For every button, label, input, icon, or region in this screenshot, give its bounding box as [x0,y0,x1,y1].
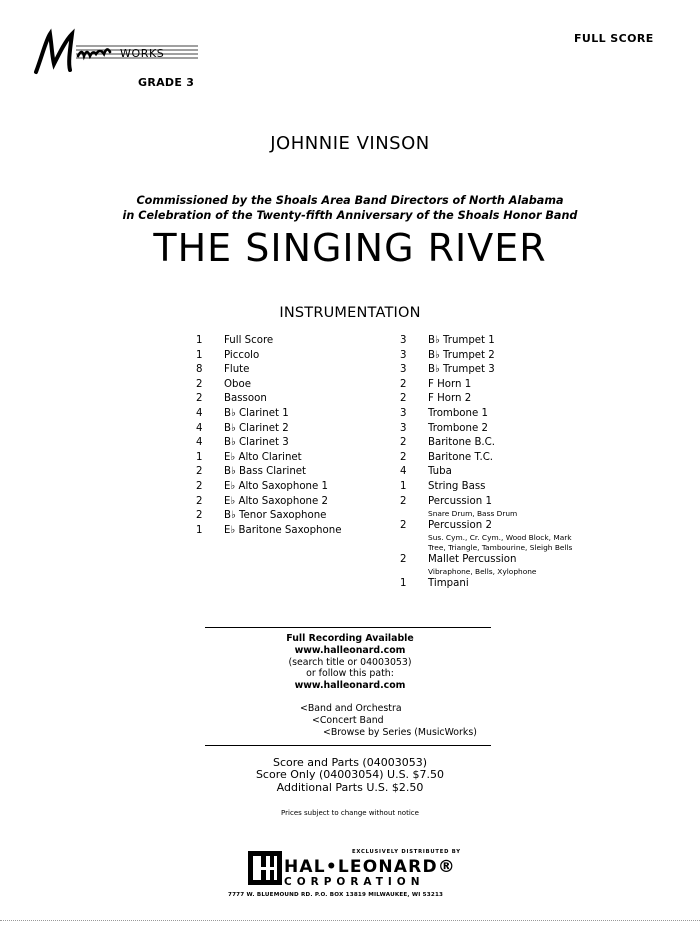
instrument-name: Mallet Percussion [428,553,517,565]
instrument-row [400,451,578,466]
instrument-quantity: 2 [400,437,407,449]
instrument-row [400,363,578,378]
instrument-name: E♭ Alto Saxophone 1 [224,480,329,492]
instrument-row [400,378,578,393]
instrument-name-block [428,465,452,480]
instrumentation-right-column [400,334,578,591]
instrument-quantity: 3 [400,364,407,376]
instrument-name-block [428,334,495,349]
instrument-quantity: 3 [400,422,407,434]
instrument-detail: Vibraphone, Bells, Xylophone [428,567,537,577]
instrumentation-heading: INSTRUMENTATION [279,305,421,321]
instrument-quantity: 2 [400,553,407,565]
instrument-name-block [224,524,341,539]
publisher-name: HAL•LEONARD® [284,857,456,877]
price-notice: Prices subject to change without notice [281,809,419,817]
instrument-quantity: 2 [400,495,407,507]
instrument-row [196,451,341,466]
piece-title: THE SINGING RIVER [153,226,547,270]
instrument-name: String Bass [428,480,486,492]
instrument-row [400,577,578,592]
svg-text:WORKS: WORKS [120,47,165,60]
instrument-name: Percussion 1 [428,495,492,507]
instrument-name-block [428,480,486,495]
instrument-name: Timpani [428,577,469,589]
instrument-row [400,465,578,480]
instrument-quantity: 2 [196,510,203,522]
instrument-quantity: 8 [196,364,203,376]
instrument-name: B♭ Trumpet 3 [428,364,495,376]
musicworks-logo-mark [32,26,202,76]
instrument-name-block [428,349,495,364]
instrument-row [400,334,578,349]
footer-divider [0,920,700,921]
instrument-row [400,422,578,437]
instrument-quantity: 2 [196,495,203,507]
instrument-quantity: 2 [400,378,407,390]
instrument-row [196,378,341,393]
instrument-name-block [224,378,251,393]
price-additional-parts: Additional Parts U.S. $2.50 [276,780,424,794]
divider [205,627,491,628]
instrument-name: F Horn 2 [428,393,472,405]
instrument-name-block [428,363,495,378]
instrument-quantity: 3 [400,349,407,361]
instrument-row [400,436,578,451]
instrument-quantity: 2 [400,451,407,463]
price-score-only: Score Only (04003054) U.S. $7.50 [255,768,445,782]
instrumentation-left-column [196,334,341,538]
instrument-quantity: 4 [400,466,407,478]
instrument-name: B♭ Tenor Saxophone [224,510,327,522]
instrument-name-block [428,495,517,519]
instrument-name-block [428,407,488,422]
instrument-name-block [428,422,488,437]
instrument-name-block [428,436,495,451]
instrument-name: B♭ Trumpet 1 [428,335,495,346]
instrument-quantity: 1 [196,335,203,346]
instrument-name-block [224,465,306,480]
instrument-row [196,407,341,422]
publisher-corporation: CORPORATION [284,876,425,888]
recording-heading: Full Recording Available [286,633,414,644]
instrument-name: Percussion 2 [428,519,492,531]
instrument-name: Baritone B.C. [428,437,496,449]
instrument-name-block [224,407,289,422]
instrument-row [196,392,341,407]
instrument-name-block [224,349,259,364]
price-score-and-parts: Score and Parts (04003053) [272,756,427,769]
instrument-row [400,407,578,422]
instrument-quantity: 1 [196,451,203,463]
recording-url-2[interactable]: www.halleonard.com [294,680,406,692]
instrument-name: B♭ Clarinet 3 [224,437,289,449]
composer-name: JOHNNIE VINSON [270,133,430,154]
instrument-name: Trombone 1 [428,407,488,419]
instrument-name: Full Score [224,335,274,346]
instrument-row [400,519,578,553]
publisher-address: 7777 W. BLUEMOUND RD. P.O. BOX 13819 MILWAUKEE, WI 53213 [228,892,444,898]
instrument-quantity: 2 [400,393,407,405]
instrument-row [400,392,578,407]
commission-text [0,193,700,223]
instrument-row [400,495,578,519]
instrument-name-block [428,378,471,393]
instrument-quantity: 2 [196,480,203,492]
instrument-name-block [224,495,328,510]
instrument-name-block [224,480,328,495]
instrument-name-block [428,553,536,577]
instrument-name-block [428,451,493,466]
instrument-detail: Snare Drum, Bass Drum [428,509,518,519]
instrument-name-block [224,509,326,524]
instrument-name-block [428,519,578,553]
instrument-name: Bassoon [224,393,267,405]
instrument-name: Baritone T.C. [428,451,494,463]
instrument-quantity: 4 [196,437,203,449]
instrument-quantity: 1 [400,577,407,589]
instrument-name: E♭ Baritone Saxophone [224,524,342,536]
grade-label: GRADE 3 [138,76,195,89]
instrument-row [196,480,341,495]
instrument-name: F Horn 1 [428,378,472,390]
full-score-label: FULL SCORE [574,32,654,45]
instrument-quantity: 4 [196,407,203,419]
instrument-row [196,436,341,451]
instrument-quantity: 2 [196,393,203,405]
instrument-quantity: 1 [400,480,407,492]
instrument-row [196,422,341,437]
instrument-name: Oboe [224,378,251,390]
path-step-band-orchestra: <Band and Orchestra [300,703,402,714]
instrument-quantity: 2 [400,519,407,531]
instrument-name-block [224,422,289,437]
instrument-row [400,349,578,364]
instrument-detail: Sus. Cym., Cr. Cym., Wood Block, Mark Tree, Triangle, Tambourine, Sleigh Bells [428,533,573,552]
publisher-distributed-by: EXCLUSIVELY DISTRIBUTED BY [352,849,461,855]
instrument-row [400,553,578,577]
instrument-name: B♭ Clarinet 2 [224,422,289,434]
instrument-quantity: 1 [196,524,203,536]
instrument-row [196,363,341,378]
commission-line-1: Commissioned by the Shoals Area Band Directors of North Alabama [136,194,564,207]
instrument-name: B♭ Bass Clarinet [224,466,307,478]
instrument-quantity: 1 [196,349,203,361]
instrument-name: Tuba [428,466,452,478]
instrument-row [196,349,341,364]
instrument-name-block [428,577,469,592]
instrument-quantity: 2 [196,466,203,478]
instrument-quantity: 4 [196,422,203,434]
commission-line-2: in Celebration of the Twenty-fifth Anniversary of the Shoals Honor Band [122,209,578,222]
divider [205,745,491,746]
instrument-name: Piccolo [224,349,260,361]
instrument-name: B♭ Trumpet 2 [428,349,495,361]
path-step-concert-band: <Concert Band [312,715,384,726]
instrument-name: Flute [224,364,250,376]
instrument-name: E♭ Alto Saxophone 2 [224,495,329,507]
instrument-row [196,524,341,539]
instrument-name: Trombone 2 [428,422,488,434]
recording-or-follow: or follow this path: [306,668,394,680]
instrument-name-block [224,334,273,349]
instrument-name-block [224,451,302,466]
instrument-row [400,480,578,495]
path-step-browse-series: <Browse by Series (MusicWorks) [323,727,477,738]
instrument-quantity: 3 [400,335,407,346]
instrument-row [196,509,341,524]
instrument-name-block [224,363,249,378]
instrument-name: E♭ Alto Clarinet [224,451,302,463]
instrument-name-block [428,392,471,407]
instrument-name: B♭ Clarinet 1 [224,407,289,419]
price-info [0,757,700,794]
instrument-row [196,334,341,349]
instrument-name-block [224,392,267,407]
recording-search-hint: (search title or 04003053) [288,656,412,668]
instrument-quantity: 2 [196,378,203,390]
instrument-row [196,495,341,510]
recording-url[interactable]: www.halleonard.com [294,644,406,656]
instrument-row [196,465,341,480]
instrument-quantity: 3 [400,407,407,419]
instrument-name-block [224,436,289,451]
recording-info [0,633,700,692]
